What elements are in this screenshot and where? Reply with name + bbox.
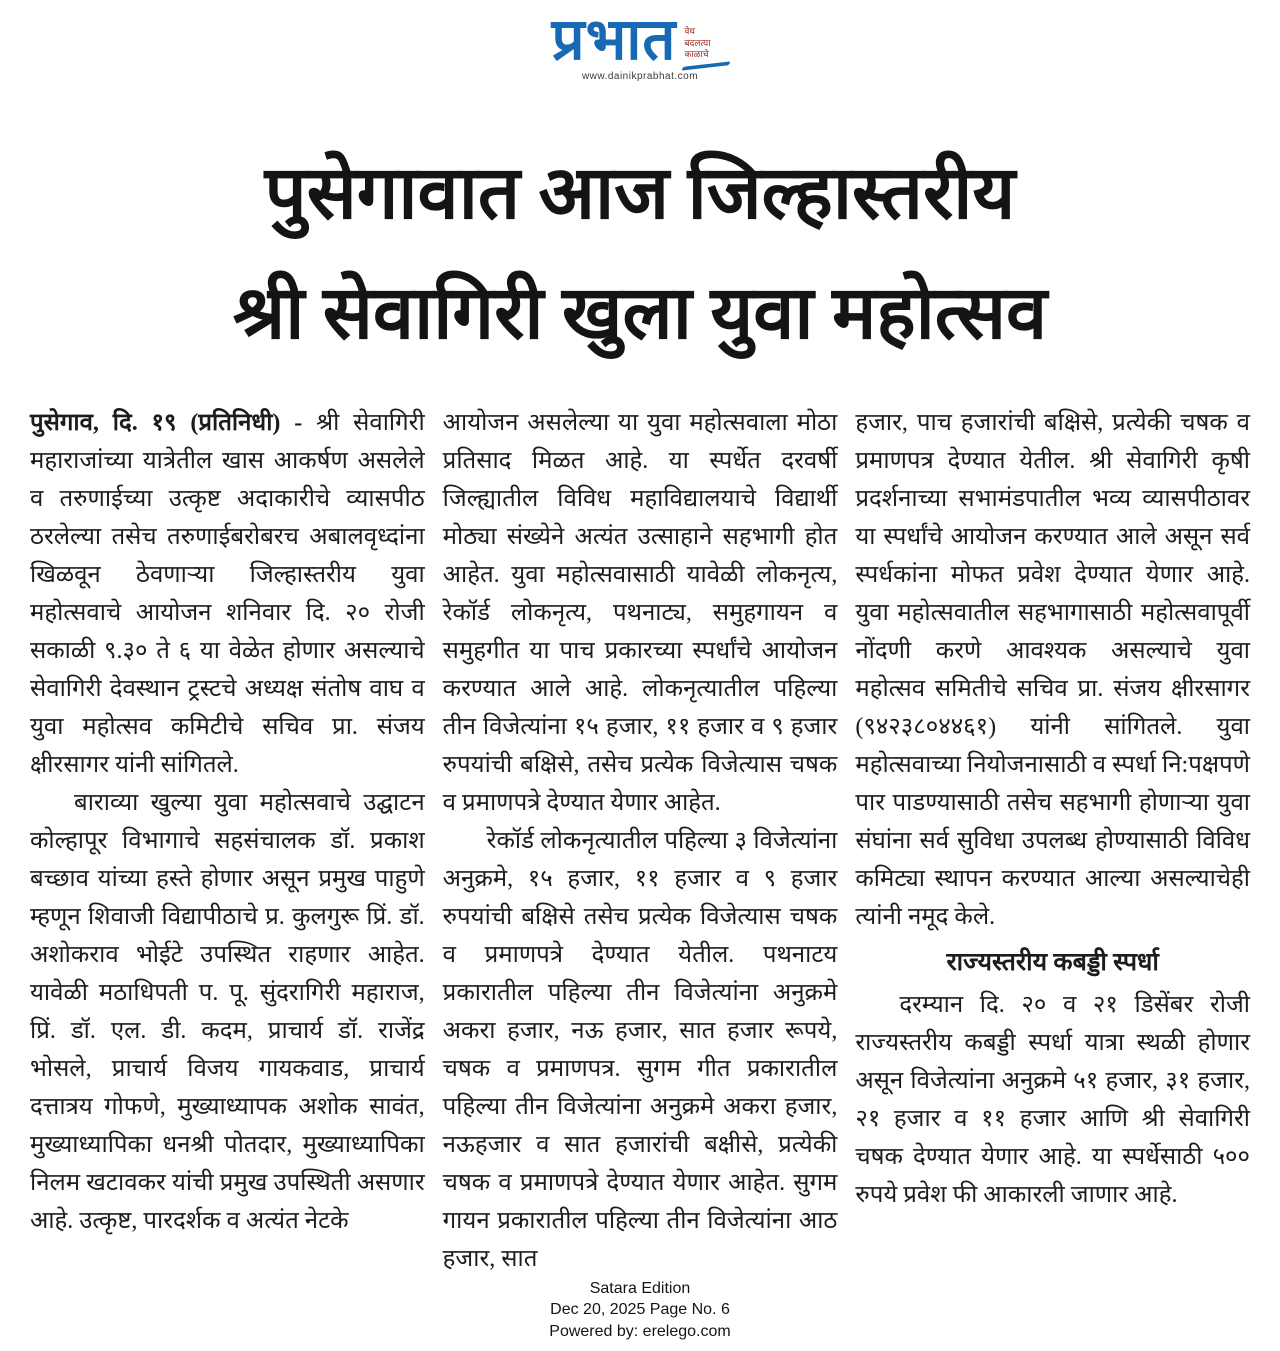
masthead-logo-row xyxy=(551,7,729,72)
article-column-3 xyxy=(855,404,1250,1278)
paragraph: आयोजन असलेल्या या युवा महोत्सवाला मोठा प्रतिसाद मिळत आहे. या स्पर्धेत दरवर्षी जिल्ह्यातील विविध महाविद्यालयाचे विद्यार्थी मोठ्या संख्येने अत्यंत उत्साहाने सहभागी होत आहेत. युवा महोत्सवासाठी यावेळी लोकनृत्य, रेकॉर्ड लोकनृत्य, पथनाट्य, समुहगायन व समुहगीत या पाच प्रकारच्या स्पर्धांचे आयोजन करण्यात आले आहे. लोकनृत्यातील पहिल्या तीन विजेत्यांना १५ हजार, ११ हजार व ९ हजार रुपयांची बक्षिसे, तसेच प्रत्येक विजेत्यास चषक व प्रमाणपत्रे देण्यात येणार आहेत. xyxy=(442,409,838,816)
paragraph: रेकॉर्ड लोकनृत्यातील पहिल्या ३ विजेत्यांना अनुक्रमे, १५ हजार, ११ हजार व ९ हजार रुपयांची बक्षिसे तसेच प्रत्येक विजेत्यास चषक व प्रमाणपत्रे देण्यात येतील. पथनाटय प्रकारातील पहिल्या तीन विजेत्यांना अनुक्रमे अकरा हजार, नऊ हजार, सात हजार रूपये, चषक व प्रमाणपत्र. सुगम गीत प्रकारातील पहिल्या तीन विजेत्यांना अनुक्रमे अकरा हजार, नऊहजार व सात हजारांची बक्षीसे, प्रत्येकी चषक व प्रमाणपत्रे देण्यात येणार आहेत. सुगम गायन प्रकारातील पहिल्या तीन विजेत्यांना आठ हजार, सात xyxy=(442,827,838,1272)
paragraph: दरम्यान दि. २० व २१ डिसेंबर रोजी राज्यस्तरीय कबड्डी स्पर्धा यात्रा स्थळी होणार असून विजेत्यांना अनुक्रमे ५१ हजार, ३१ हजार, २१ हजार व ११ हजार आणि श्री सेवागिरी चषक देण्यात येणार आहे. या स्पर्धेसाठी ५०० रुपये प्रवेश फी आकारली जाणार आहे. xyxy=(855,991,1251,1208)
paragraph: हजार, पाच हजारांची बक्षिसे, प्रत्येकी चषक व प्रमाणपत्र देण्यात येतील. श्री सेवागिरी कृषी प्रदर्शनाच्या सभामंडपातील भव्य व्यासपीठावर या स्पर्धांचे आयोजन करण्यात आले असून सर्व स्पर्धकांना मोफत प्रवेश देण्यात येणार आहे. युवा महोत्सवातील सहभागासाठी महोत्सवापूर्वी नोंदणी करणे आवश्यक असल्याचे युवा महोत्सव समितीचे सचिव प्रा. संजय क्षीरसागर (९४२३८०४४६१) यांनी सांगितले. युवा महोत्सवाच्या नियोजनासाठी व स्पर्धा नि:पक्षपणे पार पाडण्यासाठी तसेच सहभागी होणाऱ्या युवा संघांना सर्व सुविधा उपलब्ध होण्यासाठी विविध कमिट्या स्थापन करण्यात आल्या असल्याचेही त्यांनी नमूद केले. xyxy=(855,409,1251,930)
article-body xyxy=(0,404,1280,1278)
masthead-website-url: www.dainikprabhat.com xyxy=(581,70,699,82)
footer-edition: Satara Edition xyxy=(589,1279,691,1297)
footer-powered-by: Powered by: erelego.com xyxy=(549,1323,731,1341)
headline-line-1: पुसेगावात आज जिल्हास्तरीय xyxy=(264,152,1016,235)
article-column-1 xyxy=(30,404,425,1278)
prabhat-logo: प्रभात xyxy=(551,7,677,72)
paragraph-dateline xyxy=(30,404,425,784)
tagline-line: काळाचे xyxy=(684,49,709,60)
paragraph-text: श्री सेवागिरी महाराजांच्या यात्रेतील खास आकर्षण असलेले व तरुणाईच्या उत्कृष्ट अदाकारीचे व्यासपीठ ठरलेल्या तसेच तरुणाईबरोबरच अबालवृध्दांना खिळवून ठेवणाऱ्या जिल्हास्तरीय युवा महोत्सवाचे आयोजन शनिवार दि. २० रोजी सकाळी ९.३० ते ६ या वेळेत होणार असल्याचे सेवागिरी देवस्थान ट्रस्टचे अध्यक्ष संतोष वाघ व युवा महोत्सव कमिटीचे सचिव प्रा. संजय क्षीरसागर यांनी सांगितले. xyxy=(30,409,425,778)
page-footer xyxy=(0,1278,1280,1351)
article-column-2 xyxy=(443,404,838,1278)
masthead-tagline xyxy=(684,26,728,68)
masthead xyxy=(0,0,1280,82)
dateline: पुसेगाव, दि. १९ (प्रतिनिधी) - xyxy=(30,409,317,436)
headline-line-2: श्री सेवागिरी खुला युवा महोत्सव xyxy=(232,272,1048,355)
tagline-line: वेध xyxy=(684,26,695,36)
footer-date-page: Dec 20, 2025 Page No. 6 xyxy=(550,1301,730,1319)
article-headline xyxy=(30,134,1250,374)
tagline-line: बदलत्या xyxy=(684,37,711,48)
subheading-kabaddi: राज्यस्तरीय कबड्डी स्पर्धा xyxy=(946,948,1159,976)
paragraph: बाराव्या खुल्या युवा महोत्सवाचे उद्घाटन कोल्हापूर विभागाचे सहसंचालक डॉ. प्रकाश बच्छाव यांच्या हस्ते होणार असून प्रमुख पाहुणे म्हणून शिवाजी विद्यापीठाचे प्र. कुलगुरू प्रिं. डॉ. अशोकराव भोईटे उपस्थित राहणार आहेत. यावेळी मठाधिपती प. पू. सुंदरागिरी महाराज, प्रिं. डॉ. एल. डी. कदम, प्राचार्य डॉ. राजेंद्र भोसले, प्राचार्य विजय गायकवाड, प्राचार्य दत्तात्रय गोफणे, मुख्याध्यापक अशोक सावंत, मुख्याध्यापिका धनश्री पोतदार, मुख्याध्यापिका निलम खटावकर यांची प्रमुख उपस्थिती असणार आहे. उत्कृष्ट, पारदर्शक व अत्यंत नेटके xyxy=(30,789,425,1234)
tagline-underline-swoosh xyxy=(682,61,732,70)
